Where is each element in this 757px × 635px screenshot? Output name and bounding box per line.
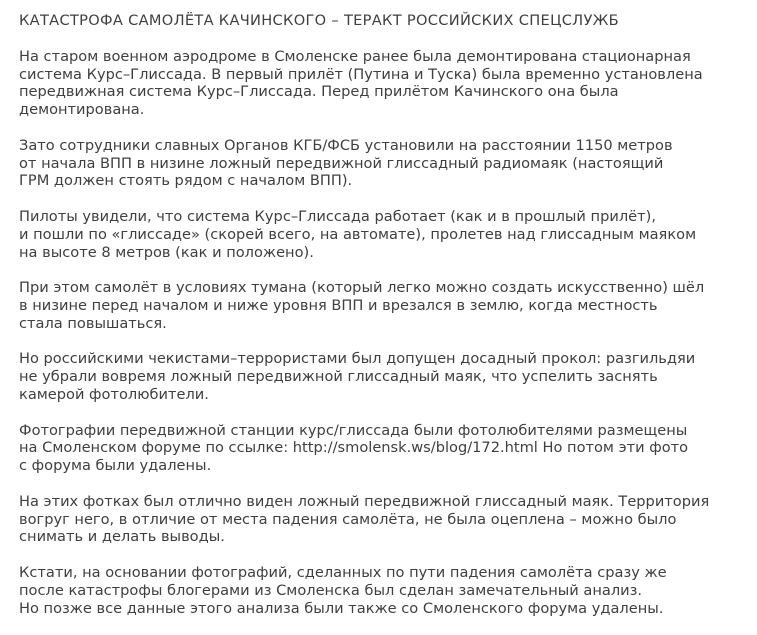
paragraph-line: на высоте 8 метров (как и положено). [19,243,314,261]
paragraph-line: На этих фотках был отлично виден ложный передвижной глиссадный маяк. Территория [19,492,710,510]
paragraph-line: и пошли по «глиссаде» (скорей всего, на автомате), пролетев над глиссадным маяком [19,225,697,243]
paragraph-5 [19,350,749,403]
paragraph-line: снимать и делать выводы. [19,528,225,546]
paragraph-line: после катастрофы блогерами из Смоленска был сделан замечательный анализ. [19,581,643,599]
paragraph-1 [19,48,749,119]
paragraph-2 [19,137,749,190]
paragraph-line: стала повышаться. [19,314,167,332]
paragraph-line: Зато сотрудники славных Органов КГБ/ФСБ установили на расстоянии 1150 метров [19,136,673,154]
paragraph-line: На старом военном аэродроме в Смоленске ранее была демонтирована стационарная [19,47,691,65]
article-title: КАТАСТРОФА САМОЛЁТА КАЧИНСКОГО – ТЕРАКТ РОССИЙСКИХ СПЕЦСЛУЖБ [19,12,619,29]
paragraph-line: камерой фотолюбители. [19,385,209,403]
paragraph-line: Фотографии передвижной станции курс/глиссада были фотолюбителями размещены [19,421,688,439]
paragraph-line: система Курс–Глиссада. В первый прилёт (Путина и Туска) была временно установлена [19,65,703,83]
paragraph-8 [19,564,749,617]
paragraph-line: от начала ВПП в низине ложный передвижной глиссадный радиомаяк (настоящий [19,154,664,172]
paragraph-line: Кстати, на основании фотографий, сделанных по пути падения самолёта сразу же [19,563,667,581]
paragraph-line: При этом самолёт в условиях тумана (который легко можно создать искусственно) шёл [19,279,705,297]
paragraph-line: Но российскими чекистами–террористами был допущен досадный прокол: разгильдяи [19,350,696,368]
paragraph-line: на Смоленском форуме по ссылке: http://smolensk.ws/blog/172.html Но потом эти фото [19,439,689,457]
paragraph-line: с форума были удалены. [19,457,212,475]
paragraph-4 [19,279,749,332]
paragraph-line: передвижная система Курс–Глиссада. Перед прилётом Качинского она была [19,83,619,101]
paragraph-line: Пилоты увидели, что система Курс–Глиссада работает (как и в прошлый прилёт), [19,207,656,225]
paragraph-6 [19,422,749,475]
paragraph-line: ГРМ должен стоять рядом с началом ВПП). [19,172,353,190]
paragraph-line: вогруг него, в отличие от места падения самолёта, не была оцеплена – можно было [19,510,677,528]
paragraph-line: в низине перед началом и ниже уровня ВПП и врезался в землю, когда местность [19,296,658,314]
paragraph-3 [19,208,749,261]
paragraph-line: не убрали вовремя ложный передвижной глиссадный маяк, что успелить заснять [19,368,658,386]
paragraph-line: демонтирована. [19,101,145,119]
article [19,12,749,635]
paragraph-7 [19,493,749,546]
paragraph-line: Но позже все данные этого анализа были также со Смоленского форума удалены. [19,599,664,617]
